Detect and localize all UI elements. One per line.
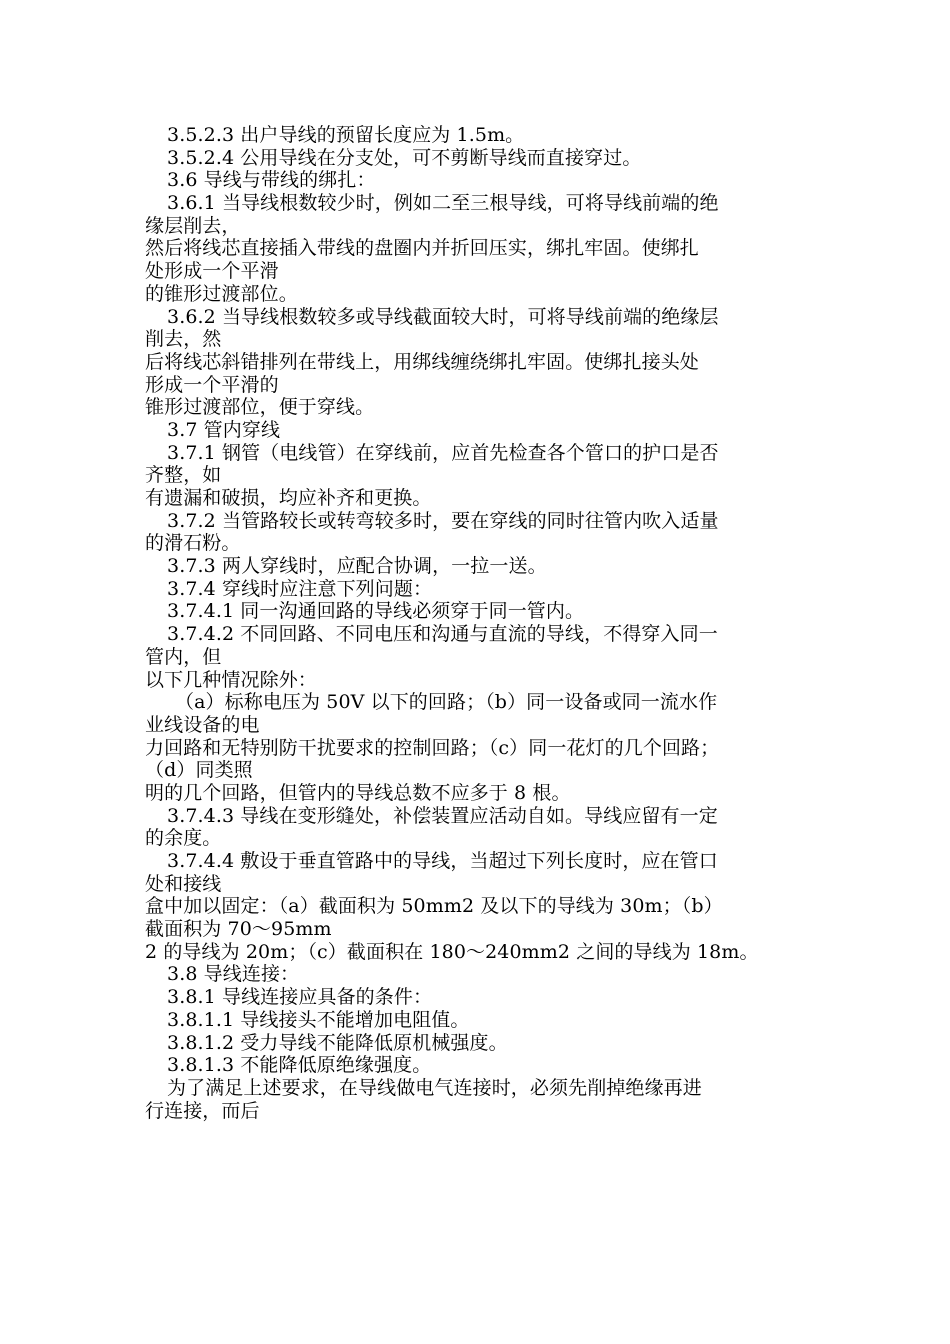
text-line: 3.7.4.2 不同回路、不同电压和沟通与直流的导线，不得穿入同一 — [167, 623, 718, 646]
text-line: 3.8.1 导线连接应具备的条件： — [167, 986, 433, 1009]
text-line: 截面积为 70～95mm — [145, 918, 332, 941]
text-line: 行连接，而后 — [145, 1099, 260, 1122]
text-line: 3.5.2.4 公用导线在分支处，可不剪断导线而直接穿过。 — [167, 146, 642, 169]
text-line: 明的几个回路，但管内的导线总数不应多于 8 根。 — [145, 781, 571, 804]
text-line: 3.8.1.1 导线接头不能增加电阻值。 — [167, 1008, 470, 1031]
text-line: 2 的导线为 20m；（c）截面积在 180～240mm2 之间的导线为 18m。 — [145, 940, 759, 963]
text-line: 3.7 管内穿线 — [167, 418, 281, 441]
text-line: 缘层削去， — [145, 214, 241, 237]
text-line: 的滑石粉。 — [145, 532, 241, 555]
text-line: 业线设备的电 — [145, 713, 260, 736]
text-line: 3.6.1 当导线根数较少时，例如二至三根导线，可将导线前端的绝 — [167, 192, 719, 215]
text-line: 3.7.4.4 敷设于垂直管路中的导线，当超过下列长度时，应在管口 — [167, 850, 718, 872]
text-line: 3.7.4.1 同一沟通回路的导线必须穿于同一管内。 — [167, 600, 585, 623]
text-line: 力回路和无特别防干扰要求的控制回路；（c）同一花灯的几个回路； — [145, 736, 720, 759]
text-line: 管内，但 — [145, 645, 222, 668]
text-line: 3.7.2 当管路较长或转弯较多时，要在穿线的同时往管内吹入适量 — [167, 509, 719, 532]
text-line: 的锥形过渡部位。 — [145, 282, 298, 305]
text-line: 齐整，如 — [145, 464, 222, 487]
text-line: 3.6 导线与带线的绑扎： — [167, 169, 376, 192]
text-line: 处形成一个平滑 — [145, 260, 279, 283]
text-line: 有遗漏和破损，均应补齐和更换。 — [145, 487, 432, 509]
text-line: 后将线芯斜错排列在带线上，用绑线缠绕绑扎牢固。使绑扎接头处 — [145, 350, 699, 373]
text-line: 为了满足上述要求，在导线做电气连接时，必须先削掉绝缘再进 — [167, 1076, 702, 1099]
text-line: 处和接线 — [145, 872, 222, 895]
text-line: 3.8 导线连接： — [167, 963, 300, 986]
text-line: 3.7.4.3 导线在变形缝处，补偿装置应活动自如。导线应留有一定 — [167, 804, 718, 827]
text-line: 3.6.2 当导线根数较多或导线截面较大时，可将导线前端的绝缘层 — [167, 305, 719, 328]
text-line: 削去，然 — [145, 328, 222, 351]
text-line: 然后将线芯直接插入带线的盘圈内并折回压实，绑扎牢固。使绑扎 — [145, 237, 699, 260]
text-line: 以下几种情况除外： — [145, 668, 317, 691]
text-line: 盒中加以固定：（a）截面积为 50mm2 及以下的导线为 30m；（b） — [145, 895, 723, 918]
text-line: 形成一个平滑的 — [145, 373, 279, 396]
text-line: （a）标称电压为 50V 以下的回路；（b）同一设备或同一流水作 — [175, 691, 718, 714]
text-line: （d）同类照 — [145, 759, 253, 782]
text-line: 的余度。 — [145, 827, 222, 850]
document-body — [145, 124, 825, 1122]
text-line: 3.5.2.3 出户导线的预留长度应为 1.5m。 — [167, 124, 525, 146]
text-line: 锥形过渡部位，便于穿线。 — [145, 396, 375, 419]
text-line: 3.7.3 两人穿线时，应配合协调，一拉一送。 — [167, 555, 547, 578]
text-line: 3.8.1.2 受力导线不能降低原机械强度。 — [167, 1031, 508, 1054]
text-line: 3.7.4 穿线时应注意下列问题： — [167, 577, 433, 600]
text-line: 3.8.1.3 不能降低原绝缘强度。 — [167, 1054, 432, 1077]
text-line: 3.7.1 钢管（电线管）在穿线前，应首先检查各个管口的护口是否 — [167, 441, 719, 464]
